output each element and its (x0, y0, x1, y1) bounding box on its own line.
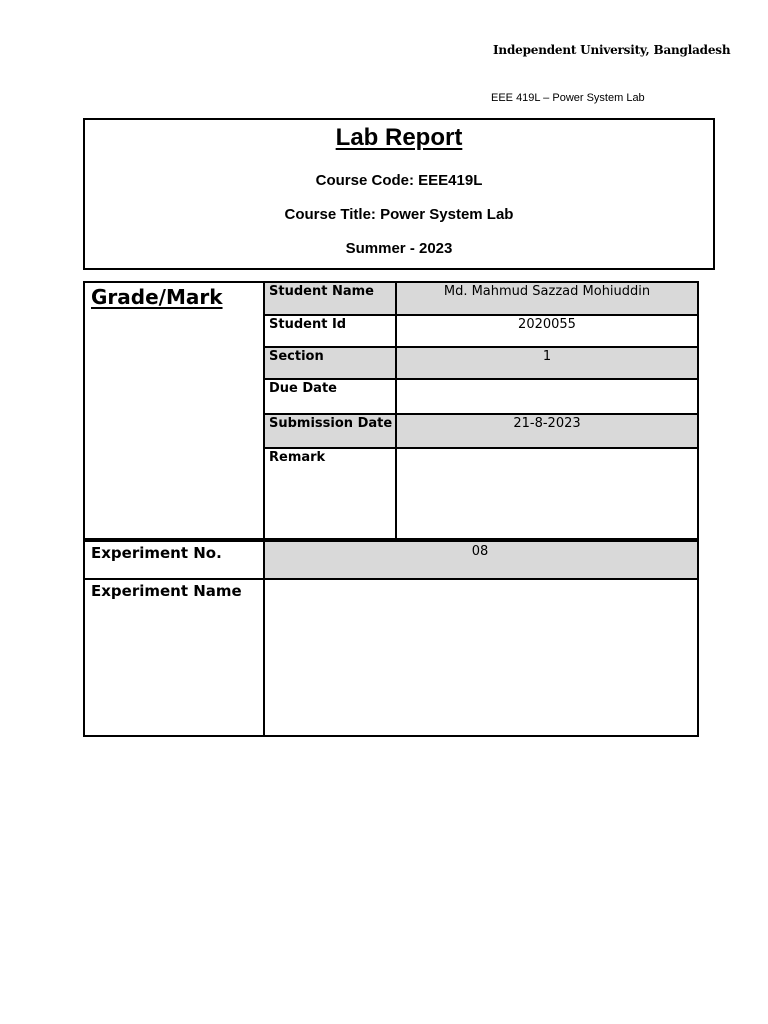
section-label: Section (269, 349, 324, 364)
course-title: Course Title: Power System Lab (284, 206, 514, 223)
university-header: Independent University, Bangladesh (493, 43, 731, 57)
grade-mark-label: Grade/Mark (91, 285, 223, 309)
experiment-number-row (85, 538, 697, 580)
student-name-row (263, 283, 697, 316)
student-id-row (263, 316, 697, 348)
section-value: 1 (542, 349, 552, 364)
student-name-value: Md. Mahmud Sazzad Mohiuddin (443, 284, 651, 299)
info-table (83, 281, 699, 737)
experiment-name-row (85, 580, 697, 735)
column-divider-right (395, 283, 397, 538)
course-code: Course Code: EEE419L (315, 172, 483, 189)
student-id-label: Student Id (269, 317, 347, 332)
due-date-row (263, 380, 697, 415)
student-name-label: Student Name (269, 284, 374, 299)
remark-row (263, 449, 697, 538)
submission-date-row (263, 415, 697, 449)
report-title: Lab Report (335, 124, 463, 151)
submission-date-label: Submission Date (269, 416, 393, 431)
experiment-name-label: Experiment Name (91, 582, 242, 600)
submission-date-value: 21-8-2023 (513, 416, 581, 431)
course-header: EEE 419L – Power System Lab (491, 92, 645, 104)
remark-label: Remark (269, 450, 326, 465)
column-divider-left (263, 283, 265, 735)
title-box (83, 118, 715, 270)
due-date-label: Due Date (269, 381, 337, 396)
section-row (263, 348, 697, 380)
student-id-value: 2020055 (518, 317, 576, 332)
experiment-number-label: Experiment No. (91, 544, 222, 562)
term: Summer - 2023 (345, 240, 453, 257)
experiment-number-value: 08 (471, 544, 489, 559)
